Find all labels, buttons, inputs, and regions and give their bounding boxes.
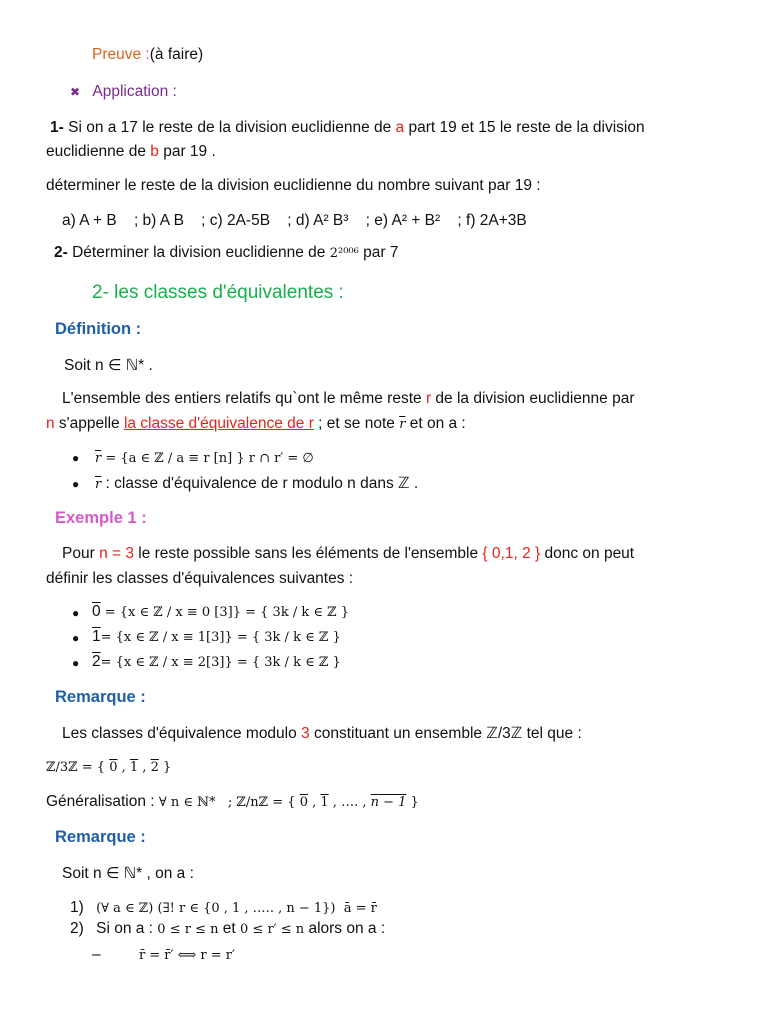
item2-m1: 0 ≤ r ≤ n: [157, 922, 219, 937]
bullet-dot: ●: [72, 451, 80, 465]
set-class-0: 0: [109, 760, 118, 775]
generalisation-label: Généralisation :: [46, 793, 159, 810]
definition-p1-b: de la division euclidienne par: [431, 390, 635, 407]
ex1-line2: [46, 143, 216, 161]
exemple-p1-n: n = 3: [99, 545, 134, 562]
item2-b: et: [218, 920, 241, 937]
ex1-var-a: a: [395, 119, 405, 136]
bullet-dot: ●: [72, 606, 80, 620]
ex1-text-b: part 19 et 15 le reste de la division: [404, 119, 645, 136]
exemple-item-2-text: = {x ∈ ℤ / x ≡ 2[3]} = { 3k / k ∈ ℤ }: [100, 655, 341, 670]
exemple-p1-a: Pour: [62, 545, 100, 562]
gen-class-0: 0: [299, 795, 308, 810]
definition-p1-r: r: [425, 390, 432, 407]
application-line: [70, 83, 177, 101]
ex2-line: [54, 244, 399, 262]
definition-heading: Définition :: [55, 320, 142, 338]
rbar-symbol: $\overline{r}$: [95, 477, 102, 492]
definition-soit: Soit n ∈ ℕ* .: [64, 357, 153, 374]
remarque2-item1: [70, 899, 377, 917]
generalisation-a: ∀ n ∈ ℕ* ; ℤ/nℤ = {: [158, 795, 300, 810]
preuve-line: [92, 46, 203, 64]
remarque2-soit: Soit n ∈ ℕ* , on a :: [62, 865, 194, 882]
ex2-text: Déterminer la division euclidienne de: [72, 244, 330, 261]
set-sep: ,: [117, 760, 130, 775]
bullet-dot: ●: [72, 631, 80, 645]
item1-text: (∀ a ∈ ℤ) (∃! r ∈ {0 , 1 , ….. , n − 1}) ā = r̄: [96, 901, 377, 916]
definition-p2: [46, 415, 466, 433]
bullet-dot: ●: [72, 477, 80, 491]
preuve-text: (à faire): [149, 46, 204, 63]
remarque2-item3: [92, 946, 235, 964]
set-open: ℤ/3ℤ = {: [46, 760, 110, 775]
definition-rbar: $\overline{r}$: [399, 417, 406, 432]
cross-bullet-icon: ✖: [70, 85, 81, 99]
remarque1-set: [46, 760, 171, 775]
set-sep: ,: [138, 760, 151, 775]
item3-dash: –: [92, 946, 101, 963]
remarque1-p: [62, 724, 582, 743]
definition-bullet2: [95, 474, 418, 493]
gen-class-1: 1: [320, 795, 329, 810]
preuve-label: Preuve :: [92, 46, 150, 63]
set-close: }: [158, 760, 172, 775]
rbar-symbol: $\overline{r}$: [95, 451, 102, 466]
exemple-item-0: [92, 603, 349, 621]
ex1-line1: [50, 119, 645, 137]
generalisation-line: [46, 793, 419, 811]
remarque1-heading: Remarque :: [55, 688, 146, 706]
remarque1-p-3: 3: [301, 725, 310, 742]
remarque1-p-a: Les classes d'équivalence modulo: [62, 725, 302, 742]
section-title: 2- les classes d'équivalentes :: [92, 282, 344, 303]
definition-p2-n: n: [46, 415, 55, 432]
ex1-items: [62, 212, 527, 230]
definition-p2-b: ; et se note: [313, 415, 400, 432]
ex1-text-a: Si on a 17 le reste de la division euclidienne de: [68, 119, 396, 136]
ex1-items-text: a) A + B ; b) A B ; c) 2A-5B ; d) A² B³ ; e) A² + B² ; f) 2A+3B: [62, 212, 527, 229]
exemple-p1-c: donc on peut: [540, 545, 635, 562]
exemple-p1-set: { 0,1, 2 }: [482, 545, 541, 562]
exemple-item-1-text: = {x ∈ ℤ / x ≡ 1[3]} = { 3k / k ∈ ℤ }: [100, 630, 341, 645]
remarque1-p-b: constituant un ensemble ℤ/3ℤ tel que :: [309, 725, 582, 742]
definition-bullet1-text: = {a ∈ ℤ / a ≡ r [n] } r ∩ r′ = ∅: [101, 451, 314, 466]
definition-p1-a: L'ensemble des entiers relatifs qu`ont le même reste: [62, 390, 426, 407]
gen-close: }: [406, 795, 419, 810]
ex2-power: 2²⁰⁰⁶: [329, 246, 359, 261]
exemple-item-1: [92, 628, 341, 646]
exemple-item-2: [92, 653, 341, 671]
item3-text: r̄ = r̄′ ⟺ r = r′: [138, 948, 235, 963]
set-class-2: 2: [150, 760, 159, 775]
definition-bullet2-text: : classe d'équivalence de r modulo n dans ℤ .: [101, 475, 419, 492]
class-bar-0: 0: [92, 603, 101, 620]
exemple-p1-b: le reste possible sans les éléments de l'ensemble: [133, 545, 483, 562]
definition-bullet1: [95, 449, 314, 467]
item2-number: 2): [70, 920, 84, 937]
ex2-after: par 7: [358, 244, 399, 261]
definition-p2-c: et on a :: [405, 415, 466, 432]
gen-dots: , …. ,: [328, 795, 371, 810]
item2-a: Si on a :: [96, 920, 158, 937]
definition-class-link: la classe d'équivalence de r: [123, 415, 314, 432]
application-label: Application :: [92, 83, 177, 100]
gen-sep: ,: [307, 795, 321, 810]
exemple-p2: définir les classes d'équivalences suivantes :: [46, 570, 354, 587]
exemple-p1: [62, 545, 634, 563]
item1-number: 1): [70, 899, 84, 916]
definition-p1: [62, 390, 634, 408]
ex1-number: 1-: [50, 119, 64, 136]
set-class-1: 1: [129, 760, 139, 775]
ex1-var-b: b: [150, 143, 159, 160]
ex1-text-d: par 19 .: [158, 143, 216, 160]
item2-m2: 0 ≤ r′ ≤ n: [240, 922, 305, 937]
class-bar-1: 1: [92, 628, 101, 645]
ex1-text-c: euclidienne de: [46, 143, 151, 160]
item2-c: alors on a :: [304, 920, 386, 937]
gen-class-n-1: n − 1: [370, 795, 407, 810]
exemple-heading: Exemple 1 :: [55, 509, 147, 527]
exemple-item-0-text: = {x ∈ ℤ / x ≡ 0 [3]} = { 3k / k ∈ ℤ }: [100, 605, 349, 620]
remarque2-item2: [70, 920, 385, 938]
class-bar-2: 2: [92, 653, 101, 670]
bullet-dot: ●: [72, 656, 80, 670]
ex2-number: 2-: [54, 244, 68, 261]
definition-p2-a: s'appelle: [54, 415, 124, 432]
remarque2-heading: Remarque :: [55, 828, 146, 846]
ex1-question: déterminer le reste de la division euclidienne du nombre suivant par 19 :: [46, 177, 541, 194]
